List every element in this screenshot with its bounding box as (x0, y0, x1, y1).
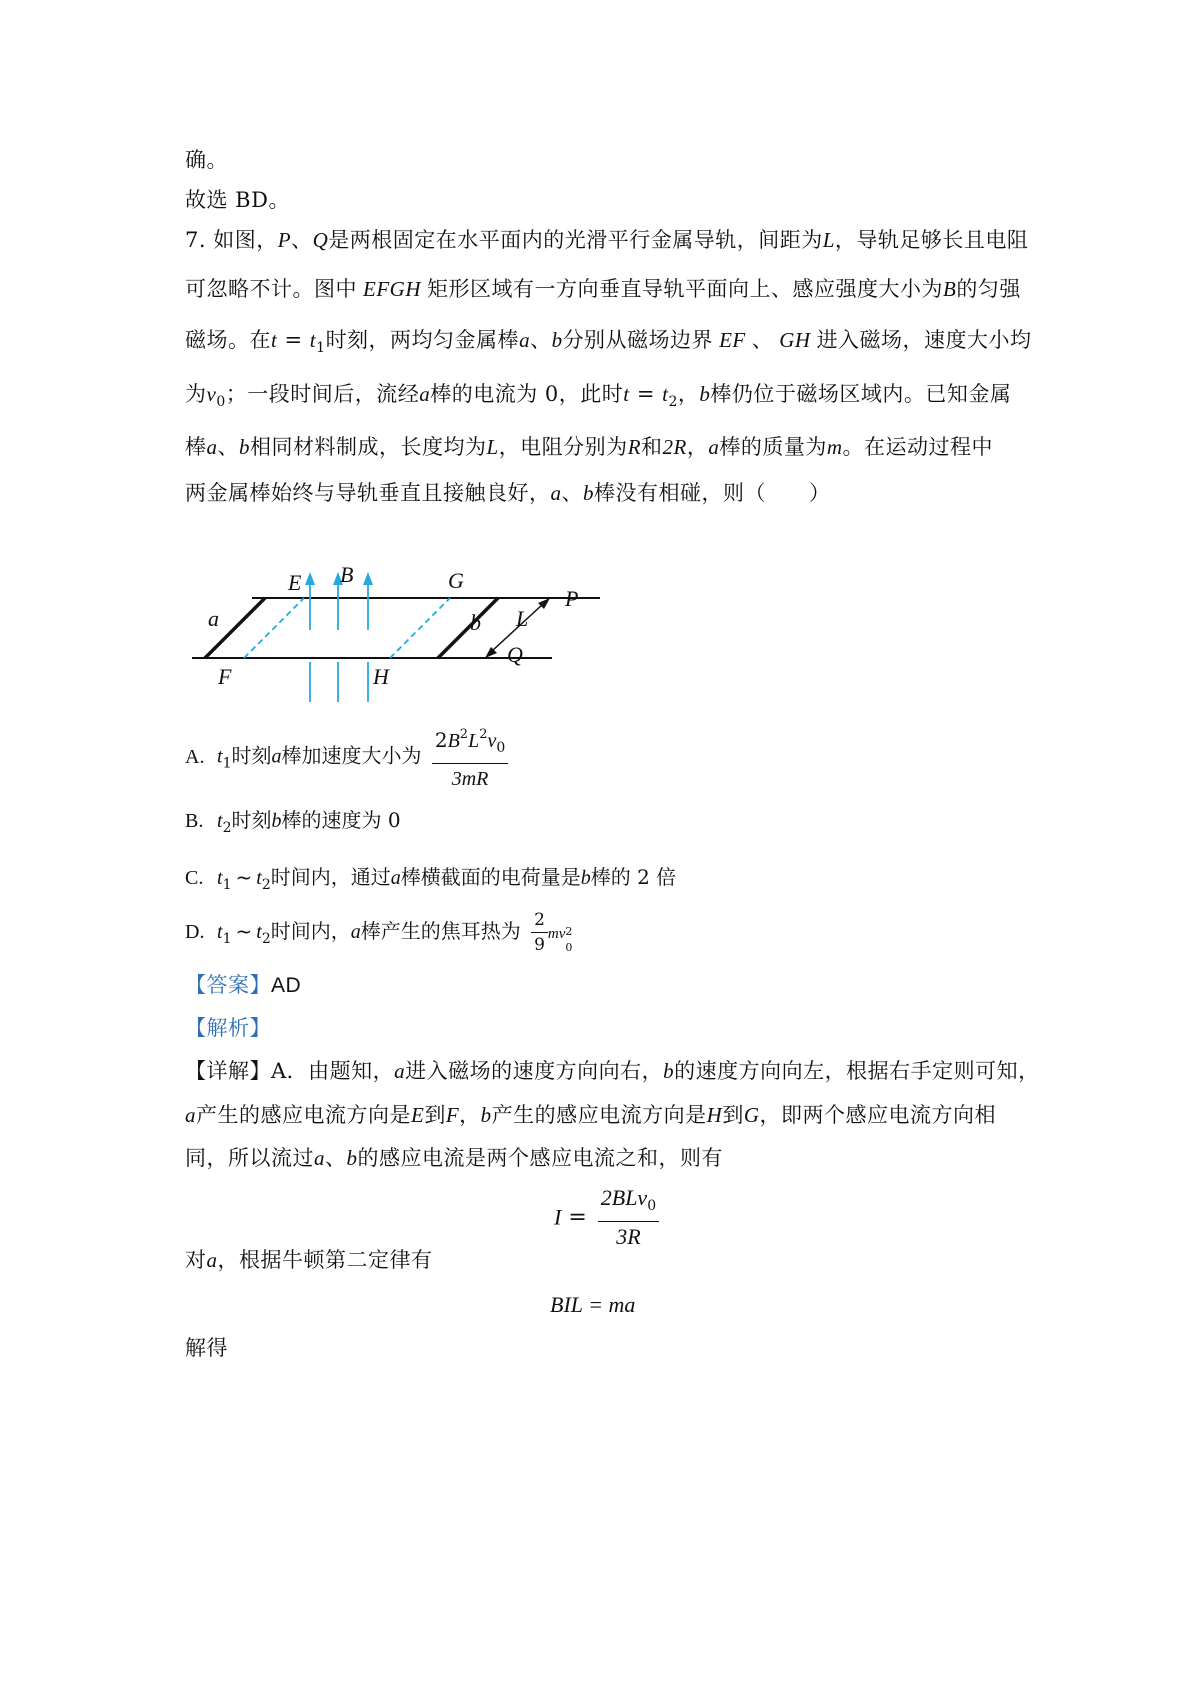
text: A．由题知， (271, 1059, 395, 1083)
text: 、 (325, 1146, 347, 1170)
detail-line-2 (185, 1100, 996, 1130)
var: v (487, 730, 497, 752)
rail-field-figure (180, 560, 660, 710)
var: EFGH (363, 277, 421, 301)
text: = (629, 382, 663, 406)
text: 棒的电流为 0，此时 (430, 382, 624, 406)
detail-line-3 (185, 1143, 723, 1173)
text: 棒的速度为 0 (281, 808, 401, 832)
text: 、 (530, 328, 552, 352)
subscript: 0 (647, 1198, 657, 1214)
var: R (627, 435, 642, 459)
index-pair (565, 923, 575, 954)
text: 产生的感应电流方向是 (196, 1103, 411, 1127)
text: 故选 BD。 (185, 188, 290, 212)
text: 可忽略不计。图中 (185, 277, 357, 301)
var: a (185, 1103, 196, 1127)
analysis-bracket: 【解析】 (185, 1016, 271, 1040)
var: mv (547, 926, 566, 942)
tilde: ~ (235, 919, 253, 943)
denominator: 9 (534, 935, 545, 955)
var: P (277, 228, 292, 252)
answer-bracket: 【答案】 (185, 973, 271, 997)
text: 到 (424, 1103, 446, 1127)
text: 时间内，通过 (270, 865, 391, 889)
option-label: A. (185, 745, 205, 768)
text: 棒横截面的电荷量是 (400, 865, 581, 889)
fraction (432, 722, 508, 792)
var: b (663, 1059, 675, 1083)
text: 棒的质量为 (719, 435, 827, 459)
subscript: 1 (222, 877, 232, 893)
var: a (394, 1059, 406, 1083)
var: b (580, 867, 591, 889)
text: 进入磁场的速度方向向右， (405, 1059, 664, 1083)
text: ，根据牛顿第二定律有 (217, 1248, 433, 1272)
text: 为 (185, 382, 207, 406)
text: 对 (185, 1248, 207, 1272)
subscript: 1 (222, 755, 232, 772)
detail-line-4 (185, 1245, 433, 1275)
var: G (743, 1103, 760, 1127)
label-g: G (448, 568, 464, 593)
equals: = (561, 1205, 594, 1230)
var: L (468, 730, 480, 752)
text: 时刻 (231, 808, 272, 832)
var: a (550, 481, 562, 505)
var: a (314, 1146, 325, 1170)
boundary-gh (390, 598, 450, 658)
text: 、 (291, 228, 313, 252)
question-7-line-5 (185, 432, 993, 462)
question-7-line-3 (185, 325, 1032, 363)
detail-line-1 (185, 1056, 1040, 1086)
numerator (432, 722, 508, 764)
var: b (271, 810, 282, 832)
var: t (217, 921, 223, 943)
var: a (350, 921, 361, 943)
var: b (480, 1103, 492, 1127)
var: t (217, 745, 223, 768)
var: b (699, 382, 711, 406)
var: t (217, 867, 223, 889)
text: 是两根固定在水平面内的光滑平行金属导轨，间距为 (328, 228, 823, 252)
option-a (185, 722, 508, 792)
analysis-line (185, 1013, 271, 1043)
text: 。在运动过程中 (842, 435, 994, 459)
var: a (271, 745, 282, 768)
numerator: 2 (531, 910, 548, 933)
var: 2R (662, 435, 687, 459)
var: EF (719, 328, 746, 352)
label-e: E (288, 570, 302, 595)
answer-line (185, 970, 301, 1001)
superscript: 2 (565, 924, 573, 938)
var: t (623, 382, 630, 406)
var: b (239, 435, 250, 459)
text: 确。 (185, 148, 228, 172)
question-7-line-2 (185, 274, 1021, 304)
field-arrow (305, 572, 315, 585)
text: 和 (641, 435, 663, 459)
text: 时间内， (270, 919, 351, 943)
var: E (411, 1103, 425, 1127)
var: Q (312, 228, 329, 252)
var: t (256, 867, 262, 889)
label-f: F (218, 664, 232, 689)
var: a (390, 867, 401, 889)
option-c (185, 862, 676, 900)
text: 棒 (185, 435, 207, 459)
var: L (486, 435, 499, 459)
numerator (598, 1185, 659, 1222)
var: t (309, 328, 317, 352)
text: ， (686, 435, 709, 459)
var: a (519, 328, 531, 352)
text: 的感应电流是两个感应电流之和，则有 (357, 1146, 723, 1170)
var: B (943, 277, 957, 301)
var: t (271, 328, 278, 352)
text: 的匀强 (956, 277, 1021, 301)
var: I (554, 1204, 562, 1230)
text: = (277, 328, 310, 352)
label-b-field: B (340, 562, 354, 587)
denominator: 3R (616, 1224, 641, 1249)
text: 磁场。在 (185, 328, 271, 352)
var: b (551, 328, 563, 352)
label-l: L (516, 606, 529, 631)
fraction (531, 910, 548, 955)
question-7-line-1 (185, 225, 1028, 255)
text: 、 (561, 481, 583, 505)
question-7-line-6 (185, 478, 831, 508)
coef: 2 (434, 728, 448, 752)
text: ， (459, 1103, 481, 1127)
var: b (583, 481, 594, 505)
var: F (445, 1103, 460, 1127)
text: 时刻，两均匀金属棒 (325, 328, 520, 352)
text: 解得 (185, 1336, 228, 1360)
text: 产生的感应电流方向是 (491, 1103, 707, 1127)
var: v (206, 382, 217, 406)
text: 、 (217, 435, 239, 459)
subscript: 2 (261, 931, 271, 947)
label-q: Q (507, 642, 523, 667)
var: GH (779, 328, 811, 352)
field-arrow (363, 572, 373, 585)
superscript: 2 (479, 727, 488, 742)
text: 棒没有相碰，则（ ） (594, 481, 831, 505)
option-d (185, 910, 575, 955)
bar-b (438, 598, 498, 658)
text: 棒的 2 倍 (590, 865, 677, 889)
text: 两金属棒始终与导轨垂直且接触良好， (185, 481, 551, 505)
fraction (598, 1185, 659, 1250)
label-p: P (565, 586, 579, 611)
label-a: a (208, 606, 219, 631)
text: 矩形区域有一方向垂直导轨平面向上、感应强度大小为 (427, 277, 943, 301)
option-b (185, 805, 401, 843)
text: ， (677, 382, 700, 406)
text: 进入磁场，速度大小均 (816, 328, 1032, 352)
var: H (706, 1103, 723, 1127)
var: b (346, 1146, 358, 1170)
var: a (708, 435, 720, 459)
text: 棒仍位于磁场区域内。已知金属 (710, 382, 1012, 406)
var: t (662, 382, 669, 406)
text: 、 (751, 328, 774, 352)
var: B (447, 730, 460, 752)
equation-current (554, 1185, 659, 1250)
label-h: H (373, 664, 389, 689)
text: 的速度方向向左，根据右手定则可知， (674, 1059, 1040, 1083)
subscript: 0 (496, 740, 506, 756)
text: ，导轨足够长且电阻 (834, 228, 1029, 252)
denominator: 3mR (451, 768, 489, 790)
superscript: 2 (459, 727, 469, 742)
subscript: 2 (222, 820, 232, 836)
expr: 2BLv (600, 1185, 648, 1210)
text: 棒产生的焦耳热为 (360, 919, 521, 943)
text-line (185, 185, 290, 215)
text: 如图， (213, 228, 278, 252)
text: 分别从磁场边界 (562, 328, 714, 352)
answer-value: AD (271, 974, 302, 997)
subscript: 0 (216, 394, 226, 410)
equation-newton: BIL = ma (550, 1292, 636, 1317)
text: ；一段时间后，流经 (225, 382, 420, 406)
option-label: D. (185, 921, 205, 943)
detail-line-5 (185, 1333, 228, 1363)
text-line (185, 145, 228, 175)
var: a (206, 435, 218, 459)
subscript: 2 (261, 877, 271, 893)
subscript: 2 (668, 394, 678, 410)
text: ，电阻分别为 (498, 435, 628, 459)
text: 到 (722, 1103, 744, 1127)
subscript: 0 (565, 940, 573, 954)
var: a (206, 1248, 218, 1272)
var: m (826, 435, 843, 459)
boundary-ef (244, 598, 304, 658)
text: ，即两个感应电流方向相 (759, 1103, 996, 1127)
var: L (822, 228, 835, 252)
subscript: 1 (222, 931, 232, 947)
text: 棒加速度大小为 (281, 743, 422, 768)
detail-bracket: 【详解】 (185, 1059, 271, 1083)
label-b-bar: b (470, 610, 481, 635)
question-7-line-4 (185, 379, 1011, 417)
var: t (256, 921, 262, 943)
var: t (217, 810, 223, 832)
text: 相同材料制成，长度均为 (250, 435, 487, 459)
text: 时刻 (231, 743, 272, 768)
subscript: 1 (316, 340, 326, 356)
tilde: ~ (235, 865, 253, 889)
text: 同，所以流过 (185, 1146, 314, 1170)
option-label: C. (185, 867, 204, 889)
option-label: B. (185, 810, 204, 832)
question-number: 7. (185, 228, 207, 252)
var: a (419, 382, 431, 406)
